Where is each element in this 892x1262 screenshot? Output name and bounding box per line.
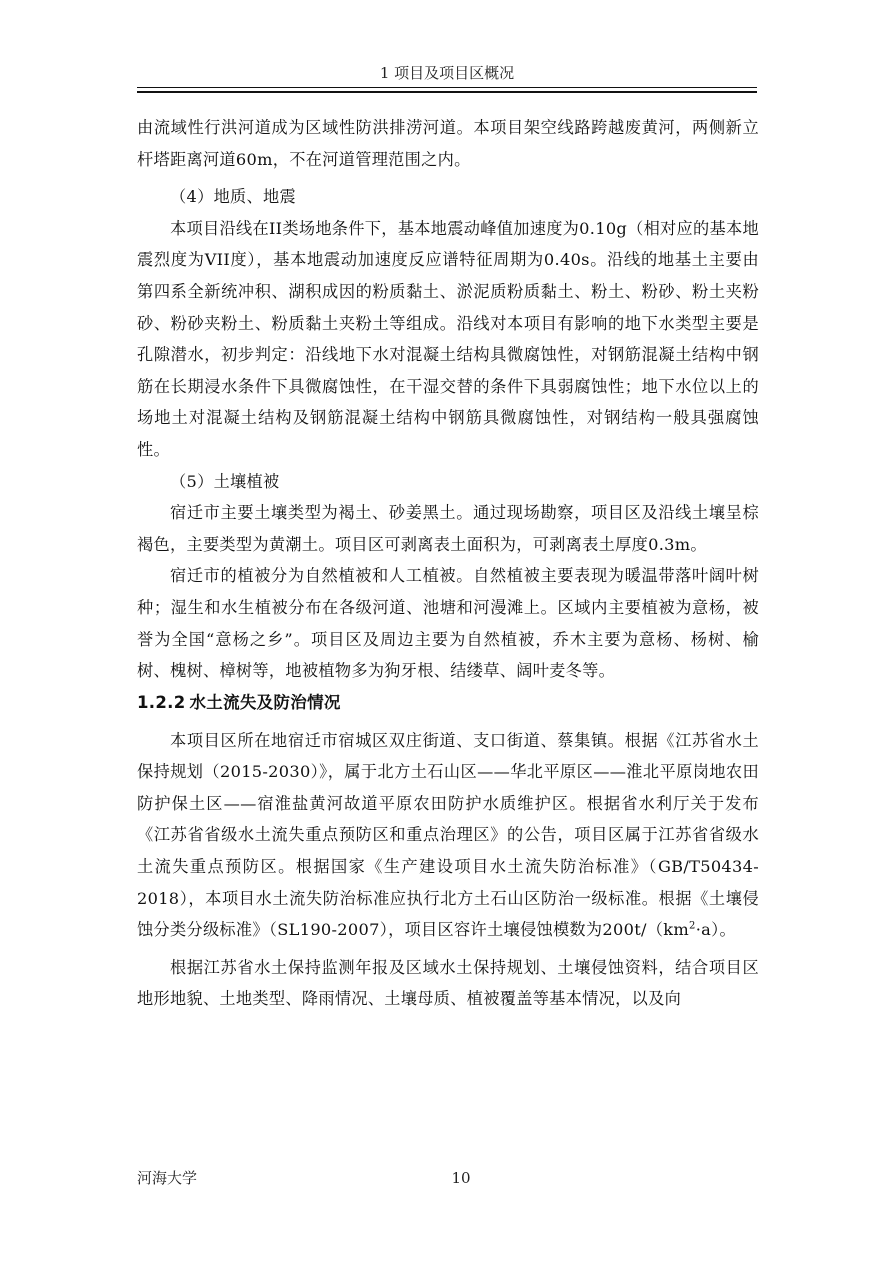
- header-rule-thick: [137, 91, 757, 93]
- paragraph-monitoring: 根据江苏省水土保持监测年报及区域水土保持规划、土壤侵蚀资料，结合项目区地形地貌、土地类型、降雨情况、土壤母质、植被覆盖等基本情况，以及向: [137, 957, 759, 1009]
- paragraph-erosion-zoning: [137, 725, 759, 946]
- paragraph-erosion-end: ·a）。: [695, 920, 736, 940]
- subheading-soil-vegetation: （5）土壤植被: [170, 471, 280, 491]
- superscript-2: 2: [689, 920, 696, 932]
- paragraph-river-continuation: 由流域性行洪河道成为区域性防洪排涝河道。本项目架空线路跨越废黄河，两侧新立杆塔距离河道60m，不在河道管理范围之内。: [137, 118, 759, 169]
- paragraph-vegetation: 宿迁市的植被分为自然植被和人工植被。自然植被主要表现为暖温带落叶阔叶树种；湿生和水生植被分布在各级河道、池塘和河漫滩上。区域内主要植被为意杨，被誉为全国“意杨之乡”。项目区及周边主要为自然植被，乔木主要为意杨、杨树、榆树、槐树、樟树等，地被植物多为狗牙根、结缕草、阔叶麦冬等。: [137, 566, 759, 681]
- page-header-title: 1 项目及项目区概况: [379, 64, 515, 82]
- footer-organization: 河海大学: [137, 1169, 198, 1187]
- section-heading: [137, 687, 759, 725]
- paragraph-soil: 宿迁市主要土壤类型为褐土、砂姜黑土。通过现场勘察，项目区及沿线土壤呈棕褐色，主要类型为黄潮土。项目区可剥离表土面积为，可剥离表土厚度0.3m。: [137, 503, 759, 554]
- body-content: [137, 112, 759, 1015]
- footer-page-number: 10: [451, 1169, 471, 1187]
- paragraph-geology: 本项目沿线在II类场地条件下，基本地震动峰值加速度为0.10g（相对应的基本地震烈度为VII度），基本地震动加速度反应谱特征周期为0.40s。沿线的地基土主要由第四系全新统冲积、湖积成因的粉质黏土、淤泥质粉质黏土、粉土、粉砂、粉土夹粉砂、粉砂夹粉土、粉质黏土夹粉土等组成。沿线对本项目有影响的地下水类型主要是孔隙潜水，初步判定：沿线地下水对混凝土结构具微腐蚀性，对钢筋混凝土结构中钢筋在长期浸水条件下具微腐蚀性，在干湿交替的条件下具弱腐蚀性；地下水位以上的场地土对混凝土结构及钢筋混凝土结构中钢筋具微腐蚀性，对钢结构一般具强腐蚀性。: [137, 218, 759, 459]
- paragraph-erosion-text: 本项目区所在地宿迁市宿城区双庄街道、支口街道、蔡集镇。根据《江苏省水土保持规划（2015-2030）》，属于北方土石山区——华北平原区——淮北平原岗地农田防护保土区——宿淮盐黄河故道平原农田防护水质维护区。根据省水利厅关于发布《江苏省省级水土流失重点预防区和重点治理区》的公告，项目区属于江苏省省级水土流失重点预防区。根据国家《生产建设项目水土流失防治标准》（GB/T50434-2018），本项目水土流失防治标准应执行北方土石山区防治一级标准。根据《土壤侵蚀分类分级标准》（SL190-2007），项目区容许土壤侵蚀模数为200t/（km: [137, 730, 759, 940]
- section-title: 水土流失及防治情况: [189, 692, 341, 712]
- section-number: 1.2.2: [137, 692, 186, 712]
- header-rule-thin: [137, 87, 757, 88]
- subheading-geology: （4）地质、地震: [170, 187, 297, 207]
